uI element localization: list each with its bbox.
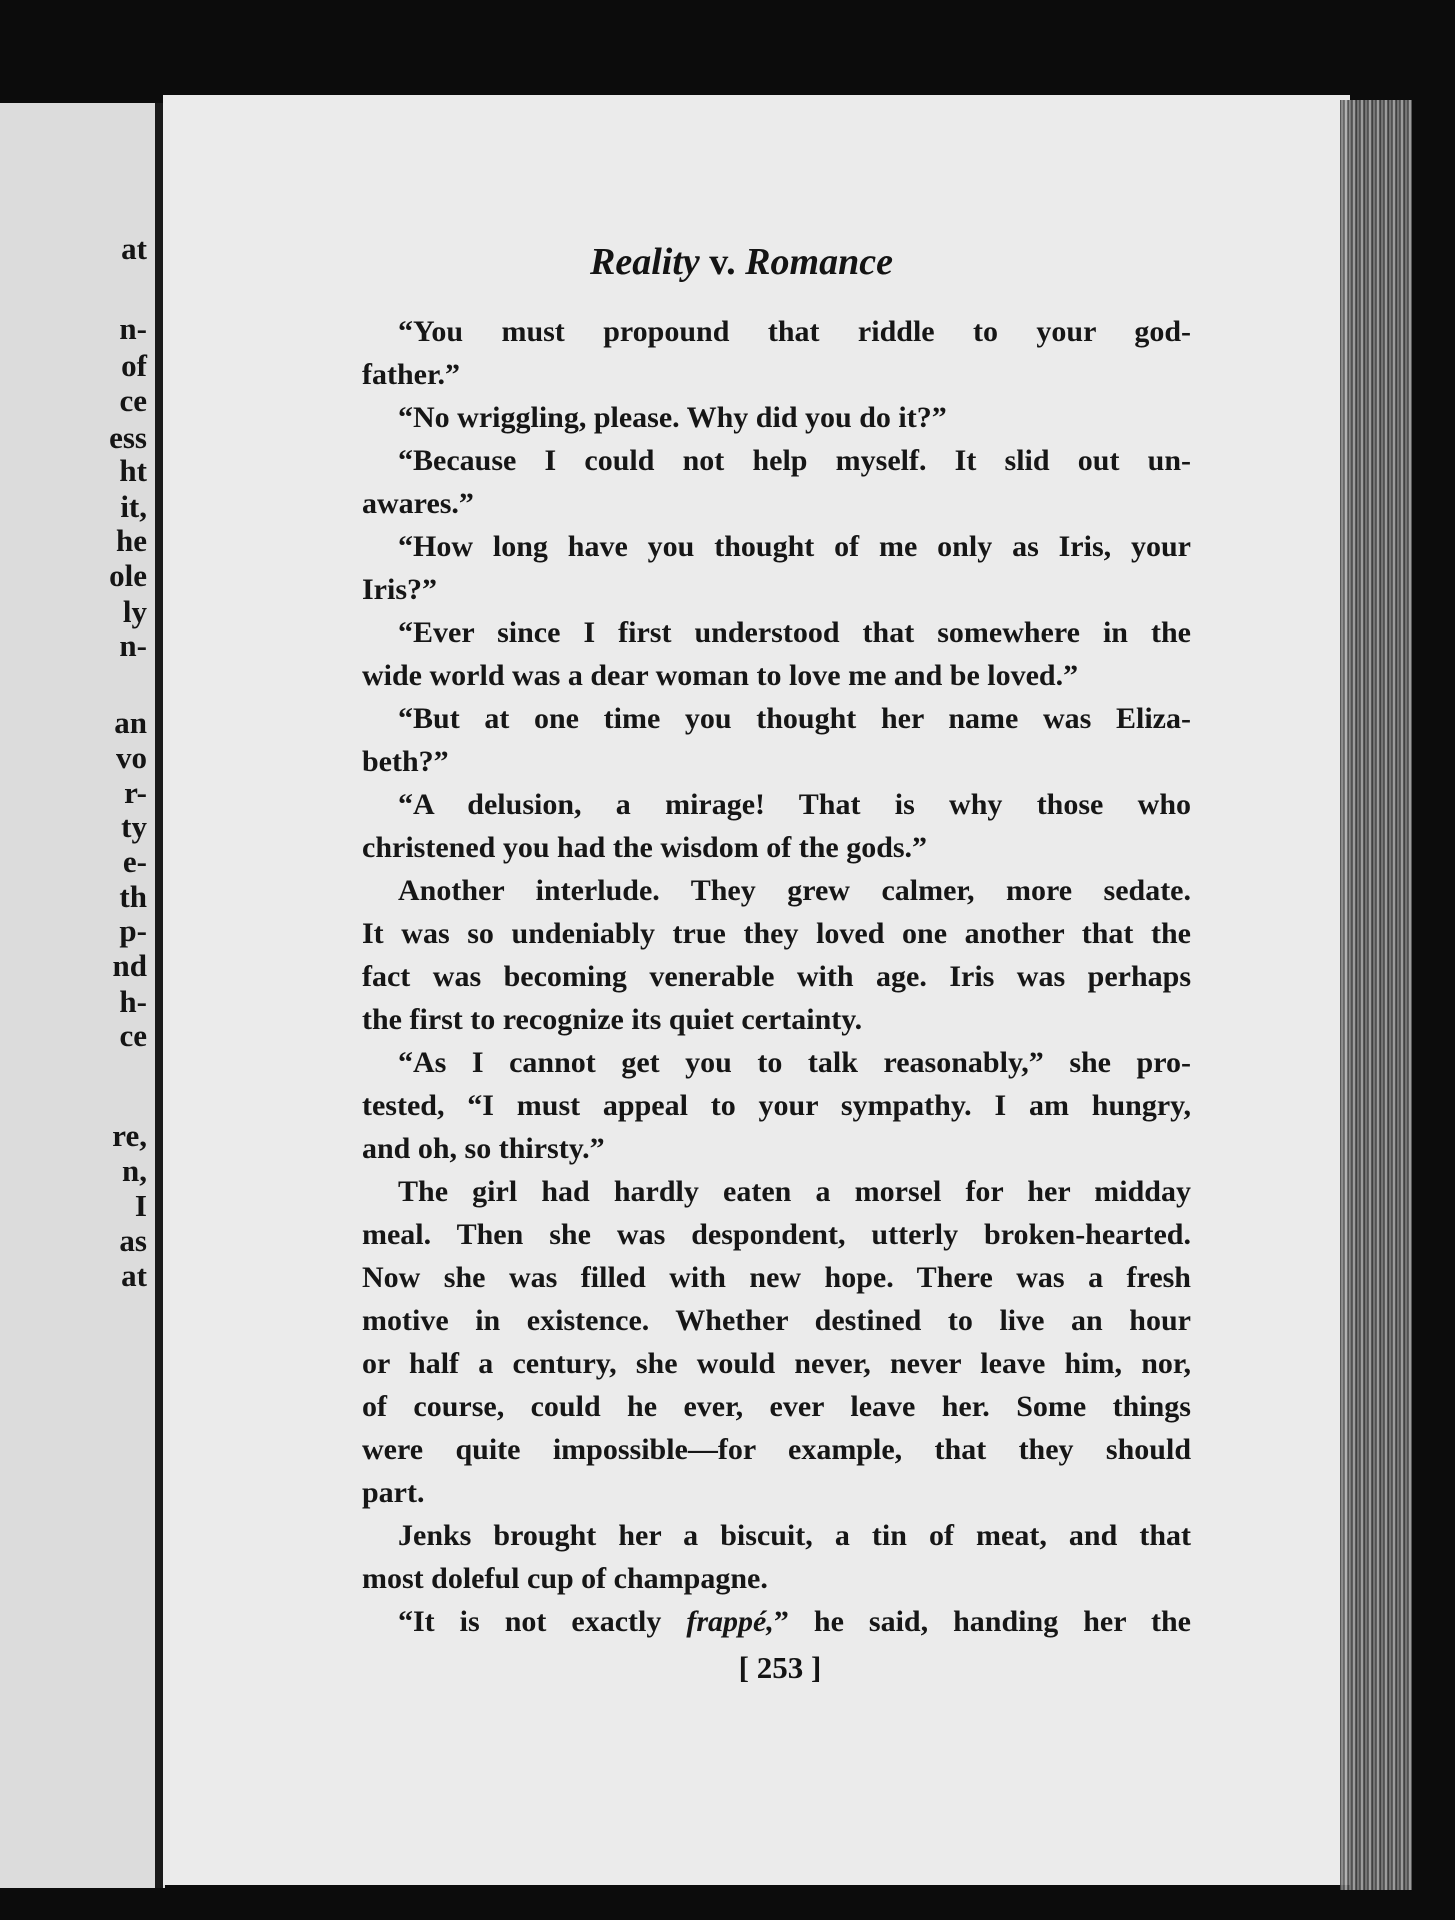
left-page-fragment: an [114, 705, 147, 740]
left-page-fragment: of [121, 348, 147, 383]
text-line: of course, could he ever, ever leave her. Some things [362, 1390, 1191, 1423]
left-page-fragment: ce [119, 1018, 147, 1053]
text-line: part. [362, 1476, 425, 1509]
gutter-shadow [155, 103, 163, 1888]
running-head-right: Romance [745, 241, 893, 283]
text-line: wide world was a dear woman to love me and be loved.” [362, 659, 1079, 692]
left-page-fragment: ole [109, 558, 147, 593]
left-page-fragment: ht [119, 453, 147, 488]
left-page-fragment: it, [120, 489, 147, 524]
left-page-fragment: ly [122, 594, 147, 629]
left-page-fragment: he [116, 523, 147, 558]
text-line: christened you had the wisdom of the gods.” [362, 831, 928, 864]
left-page-fragment: vo [116, 740, 147, 775]
left-page-fragment: at [121, 1258, 147, 1293]
text-line: “But at one time you thought her name was Eliza- [398, 702, 1191, 735]
text-line: “As I cannot get you to talk reasonably,” she pro- [398, 1046, 1191, 1079]
left-page-fragment: nd [112, 948, 147, 983]
left-page-fragment: h- [119, 984, 147, 1019]
text-line: Now she was filled with new hope. There was a fresh [362, 1261, 1191, 1294]
left-page-fragment: as [119, 1223, 147, 1258]
text-line: and oh, so thirsty.” [362, 1132, 605, 1165]
last-line-italic: frappé, [686, 1605, 774, 1638]
left-page-fragment: n, [122, 1153, 147, 1188]
left-page-fragment: th [119, 879, 147, 914]
text-line: “Ever since I first understood that somewhere in the [398, 616, 1191, 649]
text-line: “Because I could not help myself. It slid out un- [398, 444, 1191, 477]
left-page-fragment: ce [119, 383, 147, 418]
left-page [0, 103, 165, 1888]
left-page-fragment: n- [119, 311, 147, 346]
left-page-fragment: ess [109, 420, 147, 455]
last-line-before: “It is not exactly [398, 1605, 687, 1638]
text-line: Jenks brought her a biscuit, a tin of meat, and that [398, 1519, 1191, 1552]
text-line: awares.” [362, 487, 474, 520]
left-page-fragment: p- [119, 913, 147, 948]
left-page-fragment: r- [124, 775, 147, 810]
left-page-fragment: re, [112, 1118, 147, 1153]
running-head [590, 243, 970, 281]
left-page-fragment: ty [121, 809, 147, 844]
text-line: “You must propound that riddle to your god- [398, 315, 1191, 348]
running-head-mid: v. [709, 241, 736, 283]
page-edge [1340, 100, 1412, 1890]
text-line: the first to recognize its quiet certainty. [362, 1003, 863, 1036]
text-line: fact was becoming venerable with age. Iris was perhaps [362, 960, 1191, 993]
text-line: tested, “I must appeal to your sympathy. I am hungry, [362, 1089, 1191, 1122]
text-line: motive in existence. Whether destined to live an hour [362, 1304, 1191, 1337]
text-line: The girl had hardly eaten a morsel for her midday [398, 1175, 1191, 1208]
text-line: meal. Then she was despondent, utterly broken-hearted. [362, 1218, 1191, 1251]
text-line: “A delusion, a mirage! That is why those who [398, 788, 1191, 821]
text-line: father.” [362, 358, 461, 391]
left-page-fragment: at [121, 231, 147, 266]
text-line: were quite impossible—for example, that they should [362, 1433, 1191, 1466]
last-line-after: ” he said, handing her the [773, 1605, 1192, 1638]
text-line-last [362, 1600, 1191, 1643]
left-page-fragment: n- [119, 628, 147, 663]
text-line: or half a century, she would never, never leave him, nor, [362, 1347, 1191, 1380]
text-line: “How long have you thought of me only as Iris, your [398, 530, 1191, 563]
text-line: It was so undeniably true they loved one another that the [362, 917, 1191, 950]
running-head-left: Reality [590, 241, 700, 283]
left-page-fragment: e- [122, 844, 147, 879]
text-line: Iris?” [362, 573, 437, 606]
left-page-fragment: I [134, 1188, 147, 1223]
text-line: “No wriggling, please. Why did you do it?” [398, 401, 947, 434]
page-number: [ 253 ] [738, 1650, 822, 1685]
text-line: beth?” [362, 745, 449, 778]
text-line: most doleful cup of champagne. [362, 1562, 768, 1595]
text-line: Another interlude. They grew calmer, more sedate. [398, 874, 1191, 907]
